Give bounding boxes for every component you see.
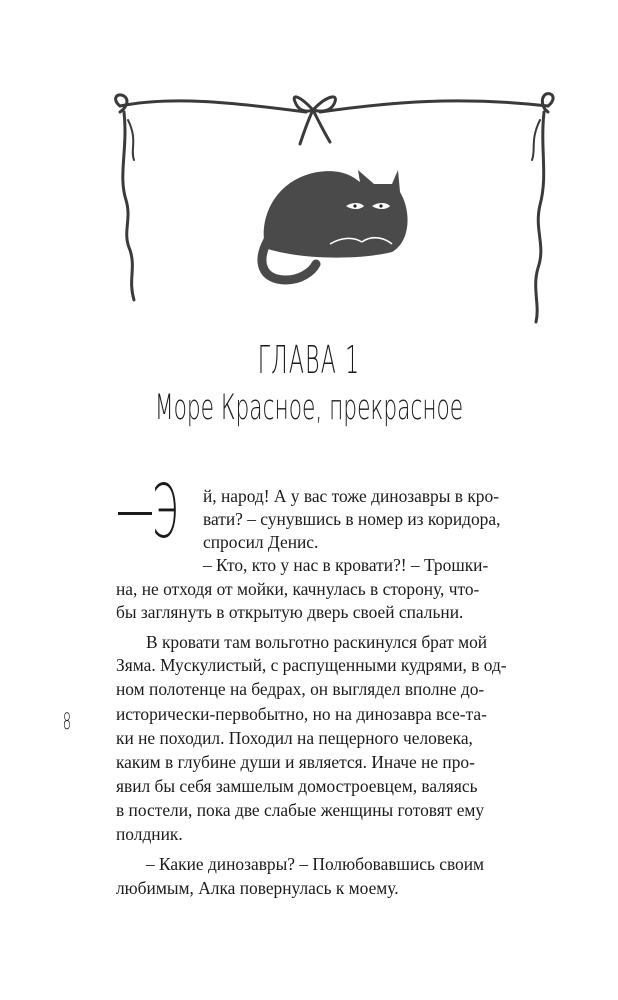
- text-line: каким в глубине души и является. Иначе не про-: [116, 752, 475, 772]
- text-line: ном полотенце на бедрах, он выглядел вполне до-: [116, 679, 485, 699]
- text-line: в постели, пока две слабые женщины готовят ему: [116, 800, 485, 820]
- text-line: явил бы себя замшелым домостроевцем, валяясь: [116, 776, 478, 796]
- page-number: 8: [62, 710, 72, 735]
- text-line: Зяма. Мускулистый, с распущенными кудрями, в од-: [116, 655, 507, 675]
- text-line: бы заглянуть в открытую дверь своей спальни.: [116, 602, 464, 622]
- text-line: полдник.: [116, 824, 183, 844]
- drop-cap-letter: Э: [152, 469, 178, 555]
- drop-cap-dash: [118, 512, 152, 515]
- cat-illustration: [262, 170, 408, 280]
- text-line: В кровати там вольготно раскинулся брат мой: [146, 632, 488, 652]
- text-line: – Кто, кто у нас в кровати?! – Трошки-: [203, 555, 489, 575]
- text-line: любимым, Алка повернулась к моему.: [116, 878, 399, 898]
- chapter-ornament: [0, 0, 618, 340]
- text-line: спросил Денис.: [203, 532, 319, 552]
- chapter-title: Море Красное, прекрасное: [154, 388, 464, 428]
- chapter-heading: ГЛАВА 1: [257, 338, 361, 382]
- text-line: й, народ! А у вас тоже динозавры в кро-: [203, 486, 499, 506]
- text-line: исторически-первобытно, но на динозавра все-та-: [116, 704, 487, 724]
- text-line: вати? – сунувшись в номер из коридора,: [203, 509, 501, 529]
- text-line: ки не походил. Походил на пещерного человека,: [116, 728, 473, 748]
- bow-icon: [294, 97, 335, 144]
- text-line: – Какие динозавры? – Полюбовавшись своим: [146, 854, 485, 874]
- text-line: на, не отходя от мойки, качнулась в сторону, что-: [116, 579, 480, 599]
